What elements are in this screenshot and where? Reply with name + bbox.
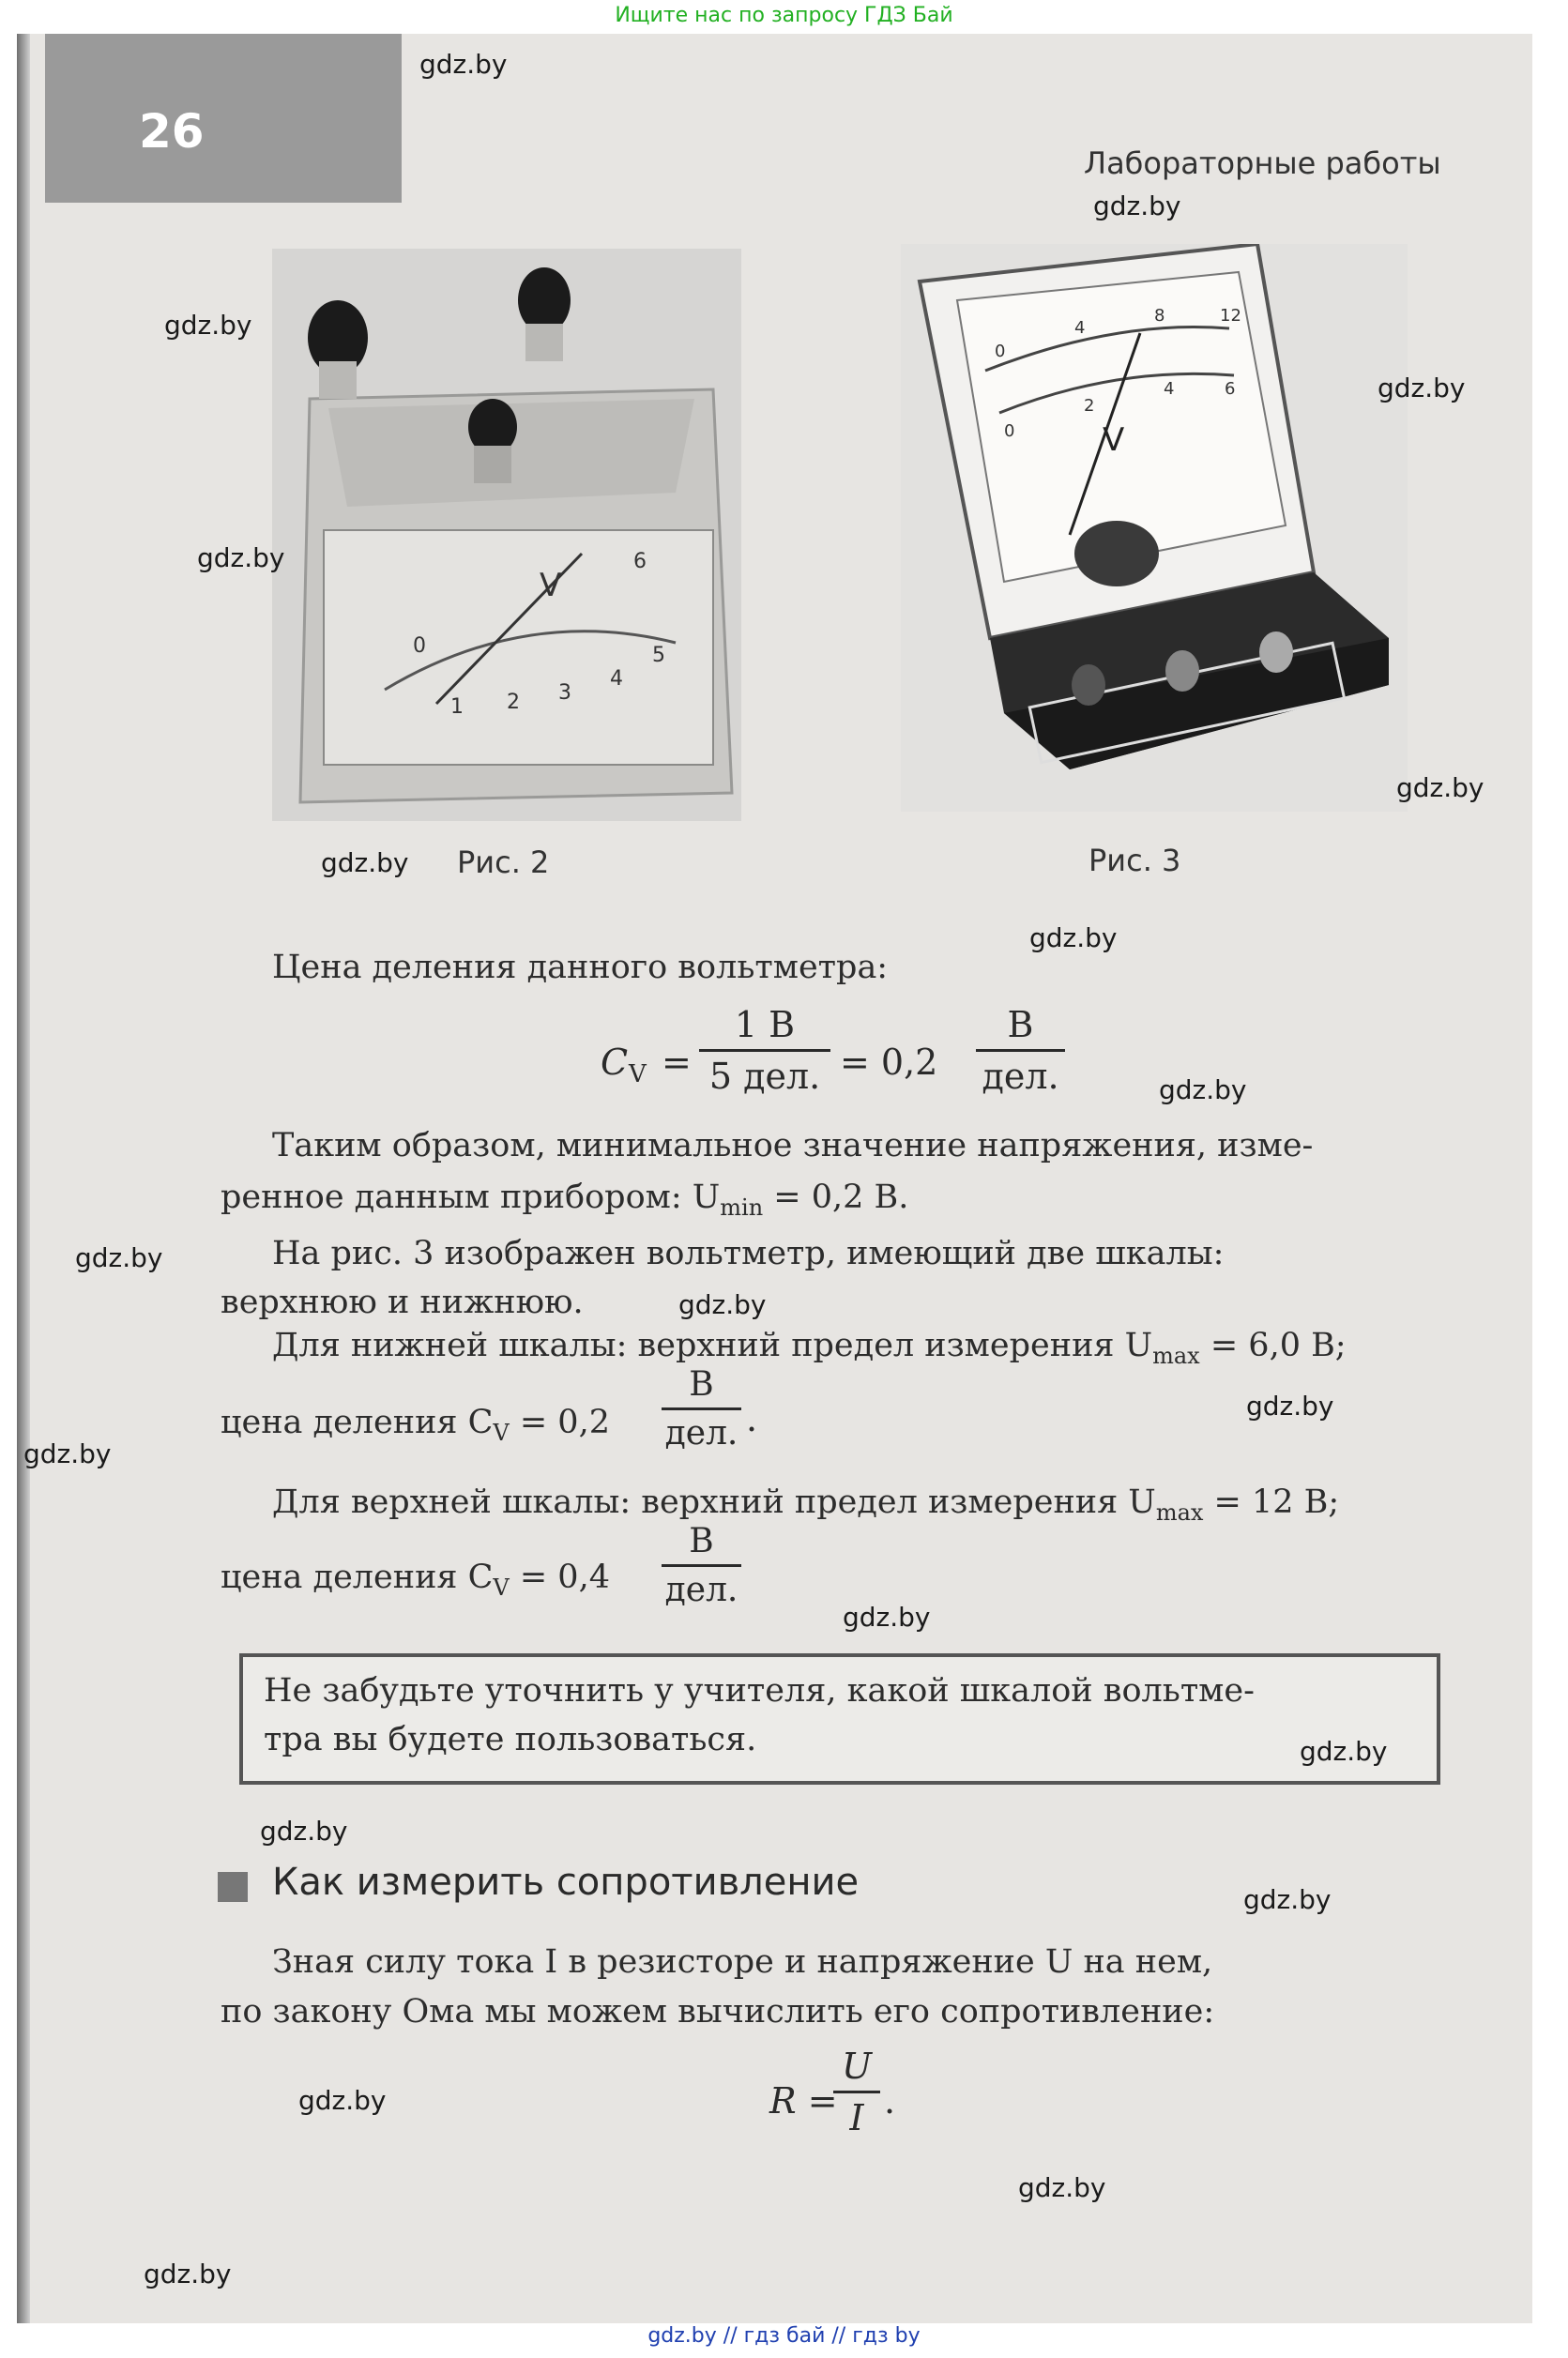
page-spine-shadow [17,34,30,2323]
watermark: gdz.by [1018,2172,1106,2203]
scale-tick-label: 0 [413,634,426,658]
watermark: gdz.by [1243,1884,1332,1915]
watermark: gdz.by [164,310,252,341]
text-run: Для верхней шкалы: верхний предел измерения U [272,1483,1156,1521]
paragraph-lower-scale-limit [272,1321,1347,1380]
formula-resistance [769,2046,920,2149]
formula-equals: = [662,1042,692,1083]
scale-tick-label: 6 [633,550,647,573]
fraction-denominator: дел. [664,1414,738,1453]
formula-lhs: R = [769,2080,838,2122]
watermark: gdz.by [298,2085,387,2116]
watermark: gdz.by [1378,373,1466,403]
scale-tick-label: 5 [652,644,665,667]
top-watermark-link[interactable]: Ищите нас по запросу ГДЗ Бай [615,4,953,27]
paragraph-two-scales-line1: На рис. 3 изображен вольтметр, имеющий две шкалы: [272,1235,1225,1272]
watermark: gdz.by [419,49,508,80]
fraction-numerator: U [841,2046,873,2087]
subscript: min [720,1194,764,1221]
teacher-note-box [239,1653,1440,1785]
fraction-numerator: В [689,1522,714,1560]
text-run: = 6,0 В; [1199,1327,1347,1364]
text-run: цена деления C [221,1404,494,1441]
watermark: gdz.by [678,1289,767,1320]
scale-tick-label: 2 [507,691,520,714]
period: . [884,2080,896,2122]
watermark: gdz.by [1029,922,1118,953]
watermark: gdz.by [144,2259,232,2290]
paragraph-division-value-intro: Цена деления данного вольтметра: [272,949,889,986]
text-run: = 0,4 [509,1559,610,1596]
page-number-strip [45,34,402,203]
fraction-2-numerator: В [1007,1004,1034,1045]
fraction-denominator: I [849,2097,864,2138]
paragraph-two-scales-line2: верхнюю и нижнюю. [221,1284,584,1321]
watermark: gdz.by [75,1242,163,1273]
watermark: gdz.by [1093,190,1181,221]
lower-scale-fraction [662,1365,741,1453]
period: . [746,1398,758,1439]
fraction-bar [976,1049,1065,1052]
formula-division-value [601,1004,1126,1117]
figure-3-caption: Рис. 3 [1088,843,1181,878]
watermark: gdz.by [197,542,285,573]
bottom-watermark-link[interactable]: gdz.by // гдз бай // гдз by [647,2324,921,2348]
text-run: ренное данным прибором: U [221,1179,721,1216]
fraction-2-denominator: дел. [982,1056,1059,1097]
note-line: Не забудьте уточнить у учителя, какой шкалой вольтме- [264,1672,1255,1710]
paragraph-upper-scale-limit [272,1478,1339,1537]
paragraph-min-voltage-line1: Таким образом, минимальное значение напряжения, изме- [272,1127,1314,1164]
figure-2-photo [272,249,741,821]
watermark: gdz.by [1159,1074,1247,1105]
watermark: gdz.by [843,1602,931,1633]
upper-scale-fraction [662,1522,741,1609]
paragraph-upper-scale-division [221,1553,610,1612]
subscript: V [493,1420,510,1446]
scale-tick-label: 1 [450,695,464,719]
page-number: 26 [139,104,205,159]
lower-scale-tick: 0 [1004,421,1015,441]
text-run: = 0,2 [509,1404,610,1441]
fraction-1-numerator: 1 В [734,1004,796,1045]
fraction-bar [833,2091,880,2093]
lower-scale-tick: 6 [1225,379,1236,399]
voltmeter-2-v-symbol: V [1103,421,1125,459]
upper-scale-tick: 0 [995,342,1006,361]
voltmeter-1-v-symbol: V [540,567,562,604]
section-marker-icon [218,1872,248,1902]
subscript: max [1155,1499,1204,1526]
upper-scale-tick: 12 [1220,306,1241,326]
fraction-1-denominator: 5 дел. [708,1056,821,1097]
subscript: max [1152,1343,1200,1369]
fraction-bar [699,1049,830,1052]
paragraph-ohm-law-line1: Зная силу тока I в резисторе и напряжение U на нем, [272,1943,1213,1981]
formula-mid-value: = 0,2 [840,1042,938,1083]
paragraph-lower-scale-division [221,1398,610,1457]
watermark: gdz.by [23,1438,112,1469]
text-run: = 12 В; [1203,1483,1340,1521]
scale-tick-label: 3 [558,681,571,705]
fraction-numerator: В [689,1365,714,1404]
subscript: V [493,1575,510,1601]
watermark: gdz.by [260,1816,348,1847]
text-run: цена деления C [221,1559,494,1596]
fraction-1 [699,1004,830,1097]
text-run: Для нижней шкалы: верхний предел измерения U [272,1327,1153,1364]
figure-3-photo [901,244,1408,812]
fraction-bar [662,1564,741,1567]
fraction-bar [662,1407,741,1410]
fraction-2 [976,1004,1065,1097]
lower-scale-tick: 2 [1084,396,1095,416]
scale-tick-label: 4 [610,667,623,691]
watermark: gdz.by [1300,1736,1388,1767]
note-line: тра вы будете пользоваться. [264,1721,757,1758]
watermark: gdz.by [1246,1391,1334,1422]
upper-scale-tick: 4 [1074,318,1086,338]
text-run: = 0,2 В. [763,1179,909,1216]
lower-scale-tick: 4 [1164,379,1175,399]
watermark: gdz.by [1396,772,1484,803]
section-heading: Как измерить сопротивление [272,1861,860,1904]
fraction-denominator: дел. [664,1571,738,1609]
formula-lhs-subscript: V [629,1060,647,1088]
watermark: gdz.by [321,847,409,878]
paragraph-ohm-law-line2: по закону Ома мы можем вычислить его сопротивление: [221,1993,1215,2031]
running-header: Лабораторные работы [1084,145,1441,181]
formula-lhs: C [601,1042,629,1083]
upper-scale-tick: 8 [1154,306,1165,326]
figure-2-caption: Рис. 2 [457,844,550,880]
paragraph-min-voltage-line2 [221,1173,908,1232]
ohm-fraction [833,2046,880,2138]
voltmeter-1-image [272,249,741,821]
teacher-note-text [264,1666,1255,1764]
voltmeter-2-image [901,244,1408,812]
